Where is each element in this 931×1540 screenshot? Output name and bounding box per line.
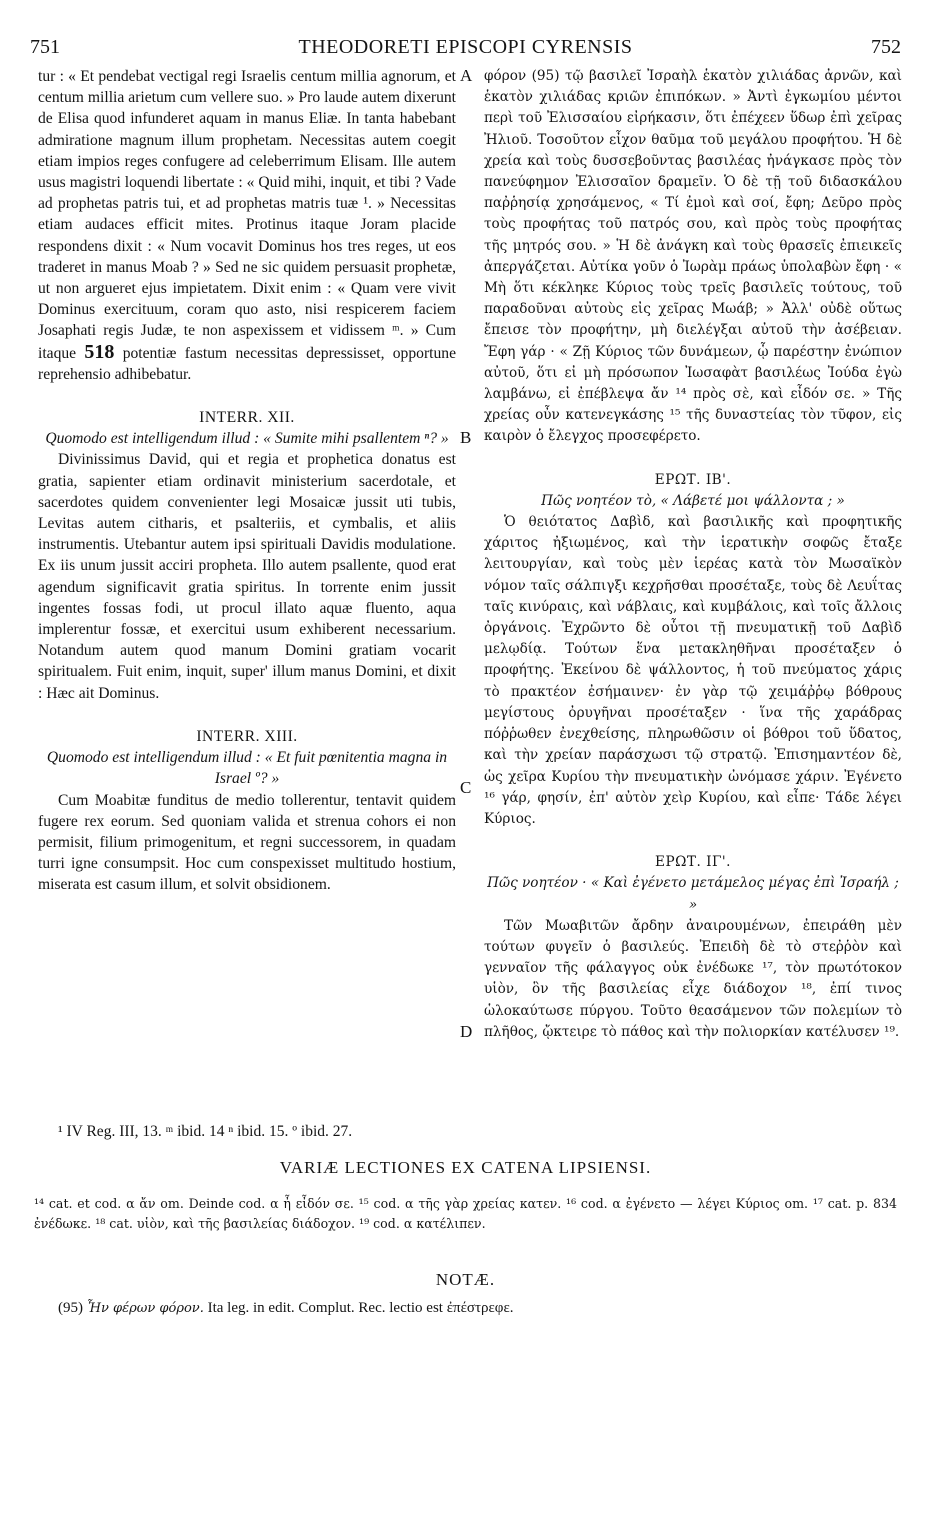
erot-12-question: Πῶς νοητέον τὸ, « Λάβετέ μοι ψάλλοντα ; » — [541, 492, 845, 509]
erot-12-heading: ΕΡΩΤ. ΙΒ'. — [654, 471, 732, 488]
notae-comment: Ita leg. in edit. Complut. Rec. lectio est ἐπέστρεφε. — [207, 1300, 514, 1316]
greek-paragraph-1: φόρον (95) τῷ βασιλεῖ Ἰσραὴλ ἑκατὸν χιλιάδας ἀρνῶν, καὶ ἑκατὸν χιλιάδας κριῶν ἐπιπόκων. » Ἀντὶ ἐγκωμίου μέντοι περὶ τοῦ Ἐλισσαίου εἰρήκασιν, ὅτι ἐπέχεεν ὕδωρ ἐπὶ χεῖρας Ἠλιοῦ. Τοσοῦτον εἶχον θαῦμα τοῦ μεγάλου προφήτου. Ἡ δὲ χρεία καὶ τοὺς δυσσεβοῦντας βασιλέας ἠνάγκασε πρὸς τὸν πανεύφημον Ἐλισσαῖον δραμεῖν. Ὁ δὲ τῇ τοῦ διδασκάλου παῤῥησίᾳ χρησάμενος, « Τί ἐμοὶ καὶ σοί, ἔφη; Δεῦρο πρὸς τοὺς προφήτας τοῦ πατρός σου, καὶ πρὸς τοὺς προφήτας τῆς μητρός σου. » Ἡ δὲ ἀνάγκη καὶ τοὺς θρασεῖς ἐπιεικεῖς ἀπεργάζεται. Αὐτίκα γοῦν ὁ Ἰωρὰμ πράως ὑπολαβὼν ἔφη · « Μὴ ὅτι κέκληκε Κύριος τοὺς τρεῖς βασιλεῖς τούτους, τοῦ παραδοῦναι αὐτοὺς εἰς χεῖρας Μωάβ; » Ἀλλ' οὐδὲ οὕτως ἔπεισε τὸν προφήτην, μὴ διελέγξαι αὐτοῦ τὴν ἀσέβειαν. Ἔφη γάρ · « Ζῇ Κύριος τῶν δυνάμεων, ᾧ παρέστην ἐνώπιον αὐτοῦ, ὅτι εἰ μὴ πρόσωπον Ἰωσαφὰτ βασιλέως Ἰούδα ἐγὼ λαμβάνω, εἰ ἐπέβλεψα ἄν ¹⁴ πρὸς σὲ, καὶ εἶδόν σε. » Τῆς χρείας οὖν κατενεγκάσης ¹⁵ τῆς δυναστείας τὸν τῦφον, εἰς καιρὸν ὁ ἔλεγχος προσεφέρετο. — [484, 68, 902, 445]
notae-heading: NOTÆ. — [435, 1270, 496, 1289]
latin-column — [38, 66, 456, 896]
page-number-left: 751 — [30, 36, 60, 58]
notae-text — [58, 1300, 897, 1317]
running-title: THEODORETI EPISCOPI CYRENSIS — [298, 36, 633, 58]
page-header — [30, 36, 901, 62]
erot-13-heading: ΕΡΩΤ. ΙΓ'. — [655, 854, 731, 871]
interr-13-question: Quomodo est intelligendum illud : « Et fuit pœnitentia magna in Israel º? » — [46, 749, 448, 788]
column-number: 518 — [84, 340, 115, 363]
interr-12-heading: INTERR. XII. — [199, 409, 295, 427]
interr-13-heading: INTERR. XIII. — [196, 727, 298, 745]
greek-paragraph-3: Τῶν Μωαβιτῶν ἄρδην ἀναιρουμένων, ἐπειράθη μὲν τούτων φυγεῖν ὁ βασιλεύς. Ἐπειδὴ δὲ τὸ στεῤῥὸν καὶ γενναῖον τῆς φάλαγγος οὐκ ἐνέδωκε ¹⁷, τὸν πρωτότοκον υἱὸν, ὃν τῆς βασιλείας εἶχε διάδοχον ¹⁸, ἐπί τινος ὡλοκαύτωσε πύργου. Τοῦτο θεασάμενον τῶν πολεμίων τὸ πλῆθος, ᾤκτειρε τὸ πάθος καὶ τὴν πολιορκίαν κατέλυσεν ¹⁹. — [484, 917, 902, 1040]
page-number-right: 752 — [871, 36, 901, 58]
erot-13-question: Πῶς νοητέον · « Καὶ ἐγένετο μετάμελος μέγας ἐπὶ Ἰσραήλ ; » — [487, 875, 899, 913]
notae-number: (95) — [58, 1300, 83, 1316]
latin-paragraph-3: Cum Moabitæ funditus de medio tollerentur, tentavit quidem fugere rex eorum. Sed quoniam valida et strenua cohors ei non permisit, filium primogenitum, et regni successorem, in quadam turri igne consumpsit. Hoc cum conspexisset multitudo hostium, miserata est casum illum, et solvit obsidionem. — [38, 791, 456, 894]
greek-paragraph-2: Ὁ θειότατος Δαβὶδ, καὶ βασιλικῆς καὶ προφητικῆς χάριτος ἠξιωμένος, καὶ τὴν ἱερατικὴν σοφῶς ἔταξε λειτουργίαν, καὶ τοὺς μὲν ἱερέας κατὰ τὸν Μωσαϊκὸν νόμον ταῖς σάλπιγξι κεχρῆσθαι προσέταξε, τοὺς δὲ Λευΐτας ταῖς κινύραις, καὶ νάβλαις, καὶ κυμβάλοις, καὶ τοῖς ἄλλοις ὀργάνοις. Ἐχρῶντο δὲ οὗτοι τῇ πνευματικῇ τοῦ Δαβὶδ μελῳδίᾳ. Τούτων ἕνα μετακληθῆναι προσέταξεν ὁ προφήτης. Ἐκείνου δὲ ψάλλοντος, ἡ τοῦ πνεύματος χάρις τὸ πρακτέον ἐσήμαινεν· ἐν γὰρ τῷ χειμάῤῥῳ βόθρους μεγίστους ὀρυγῆναι προσέταξεν · ἵνα τῆς χαράδρας πόῤῥωθεν ἐνεχθείσης, πληρωθῶσιν οἱ βόθροι τοῦ ὕδατος, καὶ τὴν χρείαν παράσχωσι τῷ στρατῷ. Ἐπισημαντέον δὲ, ὡς χεῖρα Κυρίου τὴν πνευματικὴν ὠνόμασε χάριν. Ἐγένετο ¹⁶ γάρ, φησίν, ἐπ' αὐτὸν χεὶρ Κυρίου, καὶ εἶπε· Τάδε λέγει Κύριος. — [484, 514, 902, 827]
margin-marker-a: A — [460, 66, 473, 85]
greek-column — [484, 66, 902, 1043]
variae-lectiones-heading: VARIÆ LECTIONES EX CATENA LIPSIENSI. — [279, 1158, 652, 1177]
interr-12-question: Quomodo est intelligendum illud : « Sumite mihi psallentem ⁿ? » — [45, 430, 449, 448]
margin-marker-c: C — [460, 778, 472, 797]
scripture-footnotes: ¹ IV Reg. III, 13. ᵐ ibid. 14 ⁿ ibid. 15. º ibid. 27. — [58, 1123, 353, 1140]
variae-lectiones-text: ¹⁴ cat. et cod. α ἄν om. Deinde cod. α ἦ εἶδόν σε. ¹⁵ cod. α τῆς γὰρ χρείας κατεν. ¹⁶ cod. α ἐγένετο — λέγει Κύριος om. ¹⁷ cat. p. 834 ἐνέδωκε. ¹⁸ cat. υἱὸν, καὶ τῆς βασιλείας διάδοχον. ¹⁹ cod. α κατέλιπεν. — [34, 1196, 897, 1231]
margin-marker-d: D — [460, 1022, 473, 1041]
notae-greek-lemma: Ἦν φέρων φόρον. — [86, 1301, 204, 1316]
latin-paragraph-1: tur : « Et pendebat vectigal regi Israelis centum millia agnorum, et centum millia arietum cum vellere suo. » Pro laude autem dixerunt de Elisa quod infunderet aquam in manus Eliæ. In tanta habebant admiratione magnum illum prophetam. Necessitas autem coegit etiam impios reges confugere ad celeberrimum Elisam. Ille autem usus magistri loquendi libertate : « Quid mihi, inquit, et tibi ? Vade ad prophetas patris tui, et ad prophetas matris tuæ ¹. » Necessitas etiam audaces efficit mites. Protinus itaque Joram placide respondens dixit : « Num vocavit Dominus hos tres reges, ut eos traderet in manus Moab ? » Sed ne sic quidem persuasit prophetæ, ut non argueret ejus impietatem. Dixit enim : « Quam vere vivit Dominus exercituum, coram quo asto, nisi respicerem faciem Josaphati regis Judæ, te non aspexissem et vidissem ᵐ. » Cum itaque 518 potentiæ fastum necessitas depressisset, opportune reprehensio adhibebatur. — [38, 68, 456, 383]
margin-marker-b: B — [460, 428, 472, 447]
latin-paragraph-2: Divinissimus David, qui et regia et prophetica donatus est gratia, sapienter etiam ordinavit ministerium sacerdotale, et sacerdotes quidem convenienter legi Mosaicæ jussit uti tubis, Levitas autem citharis, et psalteriis, et cymbalis, et aliis instrumentis. Utebantur autem ipsi spirituali Davidis modulatione. Ex iis unum jussit acciri prophetа. Illo autem psallente, quod erat agendum significavit gratia spiritus. In torrente enim jussit ingentes fossas fodi, ut procul illato aquæ fluento, aqua implerentur fossæ, et exercitui usum exhiberent necessarium. Notandum autem quod manum Domini gratiam vocarit spiritualem. Fuit enim, inquit, super' illum manus Domini, et dixit : Hæc ait Dominus. — [38, 451, 456, 702]
